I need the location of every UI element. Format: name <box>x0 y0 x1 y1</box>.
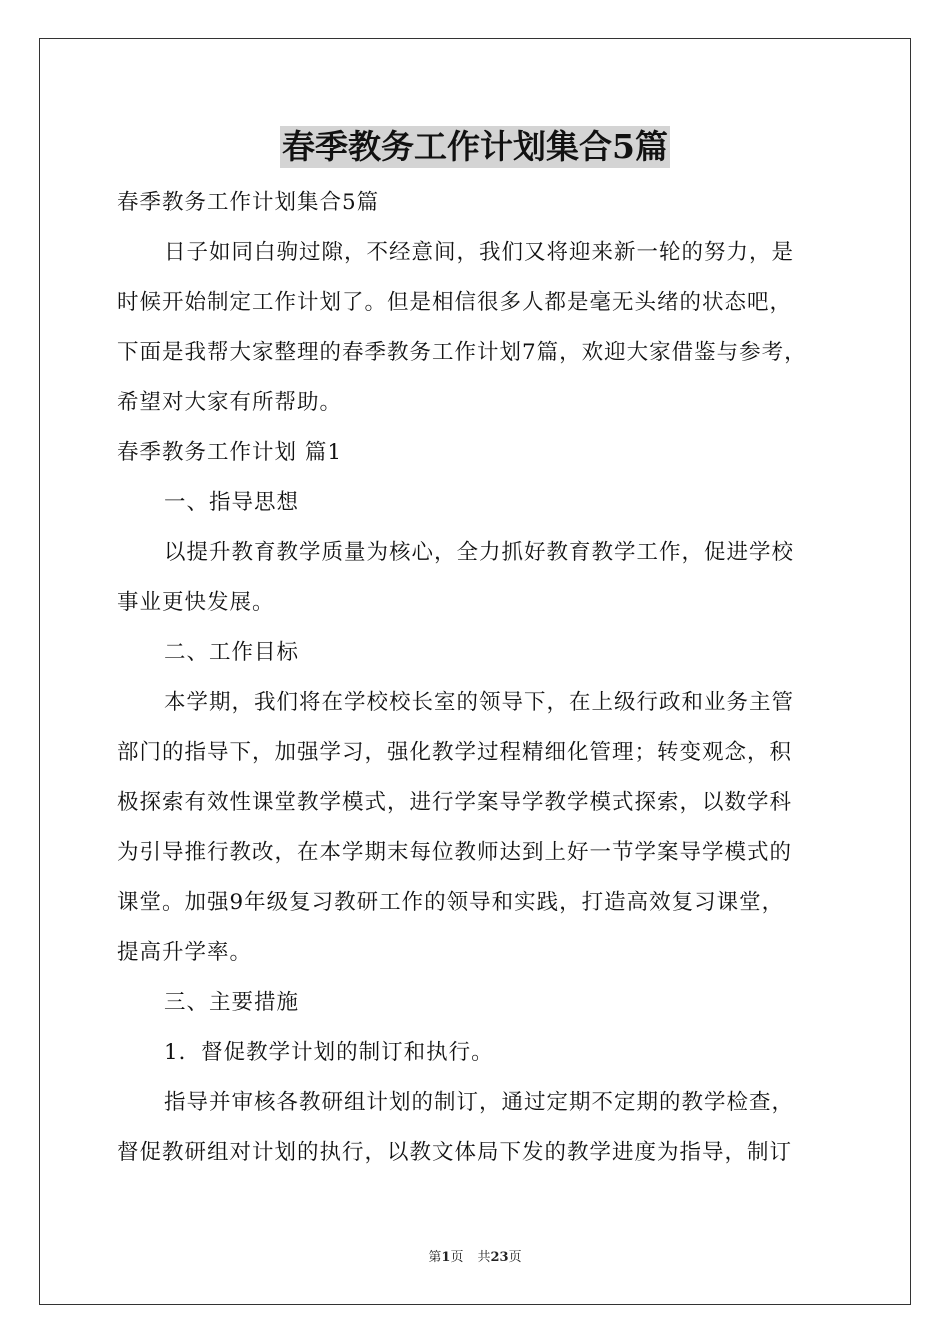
document-body <box>117 178 867 1178</box>
text-line: 提高升学率。 <box>117 940 253 965</box>
text-line: 春季教务工作计划 篇1 <box>117 440 343 465</box>
text-line: 事业更快发展。 <box>117 590 275 615</box>
text-line: 督促教研组对计划的执行，以教文体局下发的教学进度为指导，制订 <box>117 1140 793 1165</box>
footer-page-prefix: 第 <box>428 1250 442 1265</box>
footer-page-number: 1 <box>441 1250 451 1265</box>
text-line: 一、指导思想 <box>164 490 300 515</box>
text-line: 为引导推行教改，在本学期末每位教师达到上好一节学案导学模式的 <box>117 840 793 865</box>
text-line: 春季教务工作计划集合5篇 <box>117 190 380 215</box>
text-line: 极探索有效性课堂教学模式，进行学案导学教学模式探索，以数学科 <box>117 790 793 815</box>
text-line: 部门的指导下，加强学习，强化教学过程精细化管理；转变观念，积 <box>117 740 793 765</box>
text-line: 本学期，我们将在学校校长室的领导下，在上级行政和业务主管 <box>164 690 795 715</box>
document-title: 春季教务工作计划集合5篇 <box>282 127 668 166</box>
footer-total-prefix: 共 <box>477 1250 491 1265</box>
text-line: 以提升教育教学质量为核心，全力抓好教育教学工作，促进学校 <box>164 540 795 565</box>
text-line: 指导并审核各教研组计划的制订，通过定期不定期的教学检查， <box>164 1090 795 1115</box>
title-container <box>0 126 950 168</box>
text-line: 希望对大家有所帮助。 <box>117 390 343 415</box>
text-line: 下面是我帮大家整理的春季教务工作计划7篇，欢迎大家借鉴与参考， <box>117 340 807 365</box>
text-line: 二、工作目标 <box>164 640 300 665</box>
text-line: 日子如同白驹过隙，不经意间，我们又将迎来新一轮的努力，是 <box>164 240 795 265</box>
text-line: 1．督促教学计划的制订和执行。 <box>164 1040 494 1065</box>
page-footer <box>0 1246 950 1265</box>
text-line: 时候开始制定工作计划了。但是相信很多人都是毫无头绪的状态吧， <box>117 290 793 315</box>
footer-total-pages: 23 <box>490 1250 509 1265</box>
text-line: 课堂。加强9年级复习教研工作的领导和实践，打造高效复习课堂， <box>117 890 785 915</box>
text-line: 三、主要措施 <box>164 990 300 1015</box>
footer-total-suffix: 页 <box>508 1250 522 1265</box>
footer-page-suffix: 页 <box>450 1250 464 1265</box>
